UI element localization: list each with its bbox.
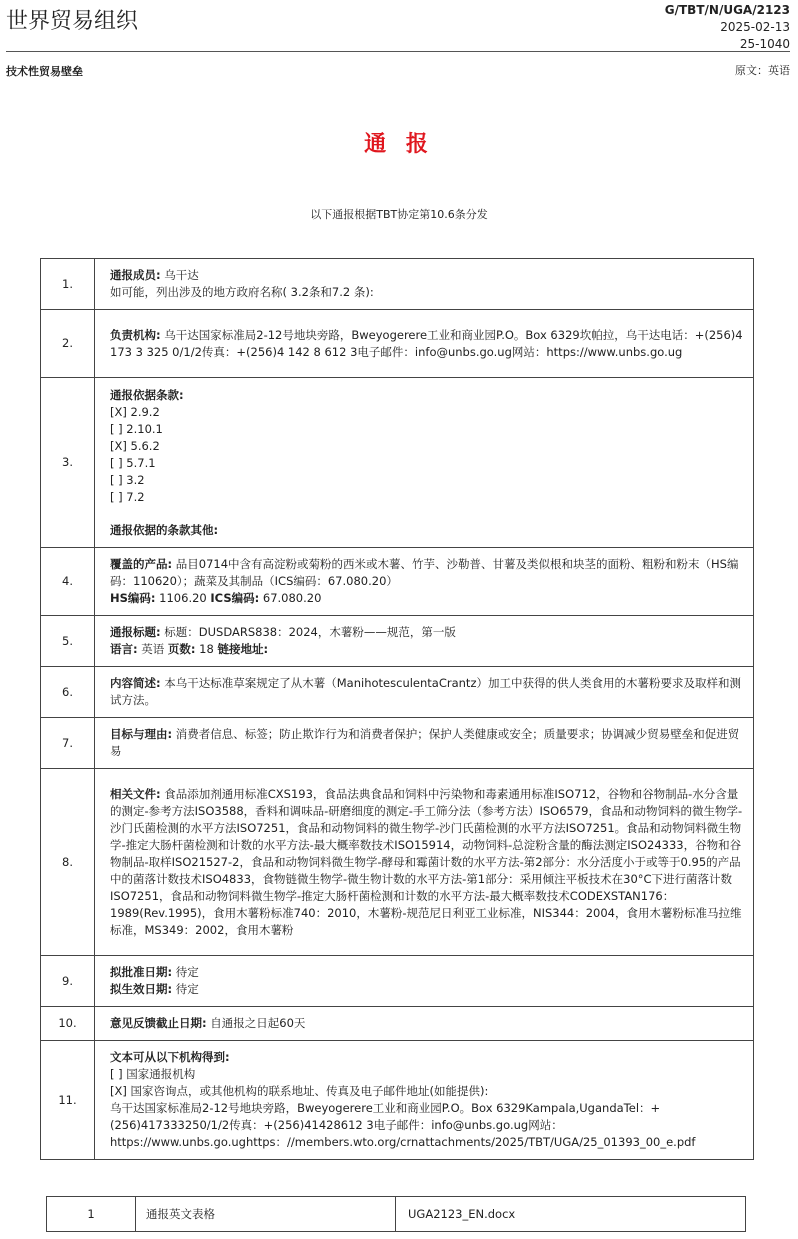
field-label: 相关文件: — [110, 786, 161, 801]
field-note: 如可能，列出涉及的地方政府名称( 3.2条和7.2 条): — [110, 285, 374, 299]
page-subtitle: 以下通报根据TBT协定第10.6条分发 — [310, 208, 488, 221]
hs-label: HS编码: — [110, 591, 156, 605]
field-value: 待定 — [172, 965, 199, 979]
effective-date-line — [110, 981, 745, 998]
hs-ics-line — [110, 590, 745, 607]
row-number: 3. — [41, 378, 95, 548]
link-label: 链接地址: — [217, 642, 269, 656]
ics-value: 67.080.20 — [259, 591, 322, 605]
checkbox-item: [X] 5.6.2 — [110, 438, 160, 453]
table-row — [41, 548, 754, 616]
field-label: 通报依据的条款其他: — [110, 522, 219, 537]
contact-details: 乌干达国家标准局2-12号地块旁路，Bweyogerere工业和商业园P.O。Box 6329Kampala,UgandaTel：+(256)417333250/1/2传真：+(256)41428612 3电子邮件：info@unbs.go.ug网站：https://www.unbs.go.ughttps：//members.wto.org/crnattachments/2025/TBT/UGA/25_01393_00_e.pdf — [110, 1101, 696, 1149]
row-content — [95, 956, 754, 1007]
field-label: 文本可从以下机构得到: — [110, 1050, 230, 1064]
table-row — [41, 378, 754, 548]
document-info — [665, 2, 790, 53]
row-content — [95, 616, 754, 667]
row-content — [95, 718, 754, 769]
row-number: 10. — [41, 1007, 95, 1041]
field-label: 负责机构: — [110, 327, 161, 342]
language-label: 语言: — [110, 642, 138, 656]
table-row — [41, 616, 754, 667]
page-title: 通 报 — [364, 132, 434, 157]
row-content — [95, 1007, 754, 1041]
row-content — [95, 378, 754, 548]
document-date: 2025-02-13 — [720, 20, 790, 34]
row-content — [95, 769, 754, 956]
language-value: 英语 — [137, 642, 168, 656]
row-number: 7. — [41, 718, 95, 769]
field-value: 待定 — [172, 982, 199, 996]
checkbox-item: [X] 国家咨询点，或其他机构的联系地址、传真及电子邮件地址(如能提供): — [110, 1084, 489, 1098]
field-label: 目标与理由: — [110, 727, 173, 741]
field-label: 意见反馈截止日期: — [110, 1016, 207, 1030]
table-row — [41, 667, 754, 718]
row-number: 5. — [41, 616, 95, 667]
language-line — [110, 641, 745, 658]
hs-value: 1106.20 — [155, 591, 211, 605]
org-name: 世界贸易组织 — [6, 9, 139, 34]
checkbox-item: [X] 2.9.2 — [110, 404, 160, 419]
checkbox-item: [ ] 3.2 — [110, 472, 145, 487]
field-value: 乌干达国家标准局2-12号地块旁路，Bweyogerere工业和商业园P.O。Box 6329坎帕拉，乌干达电话：+(256)4 173 3 325 0/1/2传真：+(256)4 142 8 612 3电子邮件：info@unbs.go.ug网站：https://www.unbs.go.ug — [110, 327, 743, 359]
table-row — [41, 310, 754, 378]
field-label: 覆盖的产品: — [110, 557, 173, 571]
pages-label: 页数: — [167, 642, 196, 656]
table-row — [41, 956, 754, 1007]
field-value: 标题：DUSDARS838：2024，木薯粉——规范，第一版 — [160, 625, 456, 639]
document-symbol: G/TBT/N/UGA/2123 — [664, 3, 790, 17]
row-number: 4. — [41, 548, 95, 616]
ics-label: ICS编码: — [210, 591, 260, 605]
notification-table — [40, 258, 754, 1160]
table-row — [47, 1197, 746, 1232]
field-value: 食品添加剂通用标准CXS193，食品法典食品和饲料中污染物和毒素通用标准ISO712，谷物和谷物制品-水分含量的测定-参考方法ISO3588，香料和调味品-研磨细度的测定-手工筛分法（参考方法）ISO6579，食品和动物饲料的微生物学-沙门氏菌检测的水平方法ISO7251，食品和动物饲料的微生物学-沙门氏菌检测的水平方法ISO7251。食品和动物饲料微生物学-推定大肠杆菌检测和计数的水平方法-最大概率数技术ISO15914，动物饲料-总淀粉含量的酶法测定ISO24333，谷物和谷物制品-取样ISO21527-2，食品和动物饲料微生物学-酵母和霉菌计数的水平方法-第2部分：水分活度小于或等于0.95的产品中的菌落计数技术ISO4833，食物链微生物学-微生物计数的水平方法-第1部分：采用倾注平板技术在30°C下进行菌落计数ISO7251，食品和动物饲料微生物学-推定大肠杆菌检测和计数的水平方法-最大概率数技术CODEXSTAN176：1989(Rev.1995)，食用木薯粉标准740：2010，木薯粉-规范尼日利亚工业标准，NIS344：2004，食用木薯粉标准马拉维标准，MS349：2002，食用木薯粉 — [110, 786, 743, 937]
table-row — [41, 259, 754, 310]
row-content — [95, 548, 754, 616]
field-value: 乌干达 — [160, 268, 199, 282]
row-content — [95, 259, 754, 310]
pages-value: 18 — [195, 642, 218, 656]
row-number: 1. — [41, 259, 95, 310]
attachment-file[interactable]: UGA2123_EN.docx — [396, 1197, 746, 1232]
field-label: 内容简述: — [110, 676, 161, 690]
field-label: 通报依据条款: — [110, 387, 184, 402]
row-content — [95, 667, 754, 718]
field-value: 本乌干达标准草案规定了从木薯（ManihotesculentaCrantz）加工中获得的供人类食用的木薯粉要求及取样和测试方法。 — [110, 676, 741, 707]
row-content — [95, 1041, 754, 1160]
field-value: 自通报之日起60天 — [206, 1016, 306, 1030]
committee-name: 技术性贸易壁垒 — [6, 65, 83, 78]
row-number: 6. — [41, 667, 95, 718]
checkbox-item: [ ] 5.7.1 — [110, 455, 156, 470]
attachment-label: 通报英文表格 — [136, 1197, 396, 1232]
table-row — [41, 718, 754, 769]
checkbox-item: [ ] 7.2 — [110, 489, 145, 504]
table-row — [41, 1041, 754, 1160]
row-number: 2. — [41, 310, 95, 378]
attachment-number: 1 — [47, 1197, 136, 1232]
attachment-table — [46, 1196, 746, 1232]
checkbox-item: [ ] 2.10.1 — [110, 421, 163, 436]
header-divider — [6, 51, 790, 52]
original-language: 原文：英语 — [735, 64, 790, 77]
table-row — [41, 769, 754, 956]
field-label: 拟批准日期: — [110, 965, 173, 979]
field-value: 消费者信息、标签；防止欺诈行为和消费者保护；保护人类健康或安全；质量要求；协调减少贸易壁垒和促进贸易 — [110, 727, 740, 758]
field-label: 通报标题: — [110, 625, 161, 639]
row-number: 8. — [41, 769, 95, 956]
table-row — [41, 1007, 754, 1041]
checkbox-item: [ ] 国家通报机构 — [110, 1067, 196, 1081]
document-ref: 25-1040 — [739, 37, 790, 51]
row-content — [95, 310, 754, 378]
field-label: 拟生效日期: — [110, 982, 173, 996]
row-number: 9. — [41, 956, 95, 1007]
field-value: 品目0714中含有高淀粉或菊粉的西米或木薯、竹芋、沙勒普、甘薯及类似根和块茎的面粉、粗粉和粉末（HS编码：110620）；蔬菜及其制品（ICS编码：67.080.20） — [110, 557, 739, 588]
row-number: 11. — [41, 1041, 95, 1160]
field-label: 通报成员: — [110, 268, 161, 282]
